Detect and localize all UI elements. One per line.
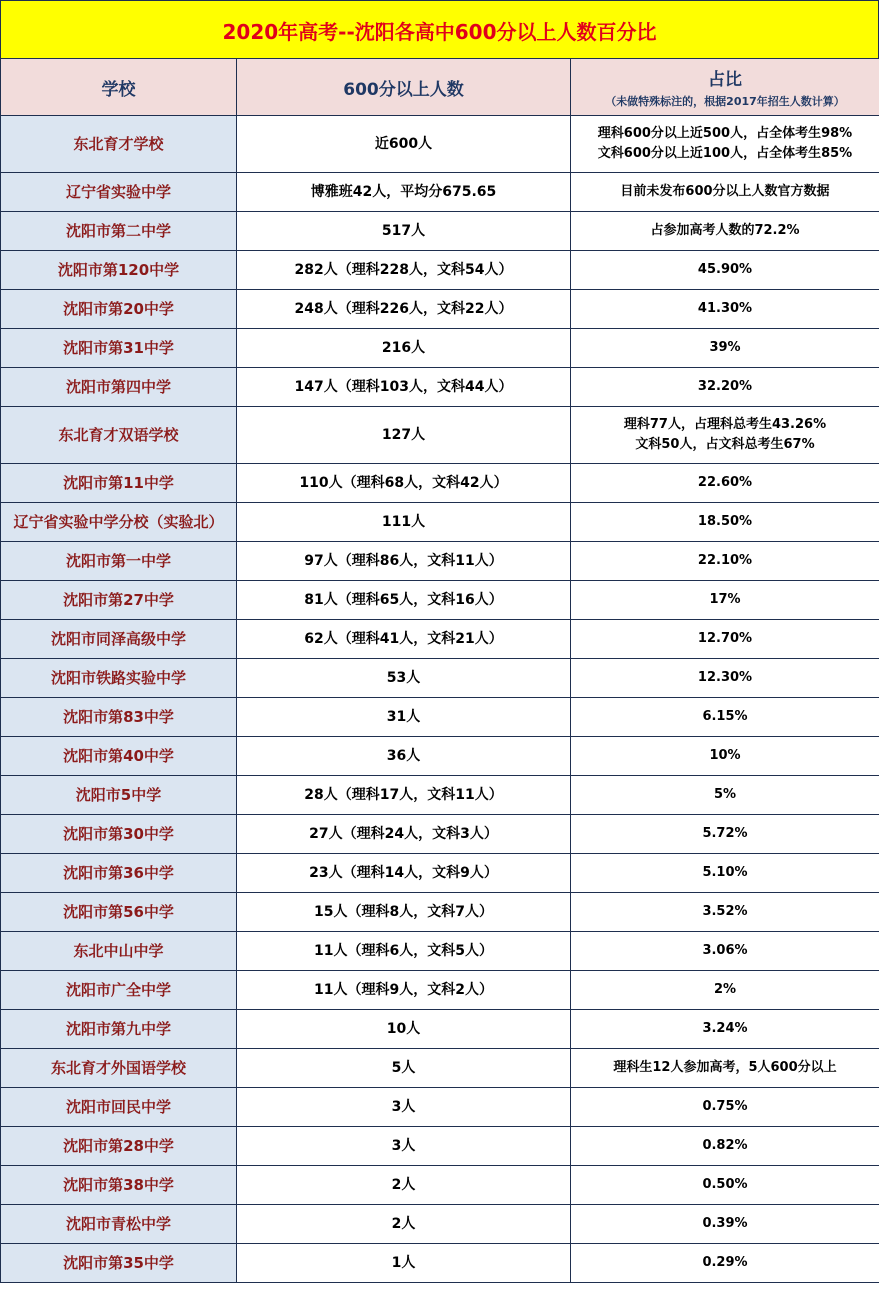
school-name-cell: 沈阳市第二中学 [1, 212, 237, 251]
count-cell: 1人 [237, 1244, 571, 1283]
ratio-line: 6.15% [702, 709, 748, 724]
table-row [1, 1010, 879, 1049]
school-name-cell: 东北中山中学 [1, 932, 237, 971]
count-cell: 27人（理科24人，文科3人） [237, 815, 571, 854]
school-name-cell: 沈阳市第11中学 [1, 464, 237, 503]
count-cell: 53人 [237, 659, 571, 698]
ratio-line: 22.10% [697, 553, 753, 568]
school-name-cell: 沈阳市第56中学 [1, 893, 237, 932]
ratio-cell [571, 1205, 879, 1244]
school-name-cell: 沈阳市第28中学 [1, 1127, 237, 1166]
ratio-cell [571, 251, 879, 290]
ratio-line: 32.20% [697, 379, 753, 394]
ratio-line-2: 文科50人，占文科总考生67% [635, 437, 815, 452]
table-row [1, 251, 879, 290]
table-row [1, 290, 879, 329]
ratio-line: 12.70% [697, 631, 753, 646]
ratio-cell [571, 212, 879, 251]
ratio-line: 5.72% [702, 826, 748, 841]
school-name-cell: 沈阳市第120中学 [1, 251, 237, 290]
school-name-cell: 沈阳市第30中学 [1, 815, 237, 854]
ratio-cell [571, 854, 879, 893]
school-name-cell: 沈阳市广全中学 [1, 971, 237, 1010]
table-row [1, 854, 879, 893]
count-cell: 97人（理科86人，文科11人） [237, 542, 571, 581]
ratio-line: 目前未发布600分以上人数官方数据 [620, 184, 830, 199]
school-name-cell: 辽宁省实验中学分校（实验北） [1, 503, 237, 542]
count-cell: 110人（理科68人，文科42人） [237, 464, 571, 503]
count-cell: 517人 [237, 212, 571, 251]
count-cell: 10人 [237, 1010, 571, 1049]
school-name-cell: 沈阳市同泽高级中学 [1, 620, 237, 659]
table-row [1, 659, 879, 698]
school-name-cell: 沈阳市第四中学 [1, 368, 237, 407]
school-name-cell: 沈阳市第35中学 [1, 1244, 237, 1283]
ratio-line: 41.30% [697, 301, 753, 316]
ratio-line: 理科600分以上近500人，占全体考生98% [597, 126, 853, 141]
ratio-cell [571, 542, 879, 581]
header-row [1, 59, 879, 116]
ratio-line: 0.29% [702, 1255, 748, 1270]
ratio-line: 理科77人，占理科总考生43.26% [623, 417, 827, 432]
ratio-line: 10% [709, 748, 741, 763]
school-name-cell: 沈阳市第一中学 [1, 542, 237, 581]
ratio-cell [571, 932, 879, 971]
count-cell: 31人 [237, 698, 571, 737]
table-row [1, 464, 879, 503]
ratio-line: 3.06% [702, 943, 748, 958]
count-cell: 近600人 [237, 116, 571, 173]
ratio-cell [571, 1049, 879, 1088]
count-cell: 36人 [237, 737, 571, 776]
school-name-cell: 沈阳市第九中学 [1, 1010, 237, 1049]
table-row [1, 1049, 879, 1088]
school-name-cell: 东北育才双语学校 [1, 407, 237, 464]
school-name-cell: 沈阳市铁路实验中学 [1, 659, 237, 698]
ratio-cell [571, 368, 879, 407]
school-name-cell: 沈阳市5中学 [1, 776, 237, 815]
table-row [1, 971, 879, 1010]
count-cell: 216人 [237, 329, 571, 368]
ratio-cell [571, 290, 879, 329]
ratio-cell [571, 659, 879, 698]
count-cell: 2人 [237, 1205, 571, 1244]
table-row [1, 815, 879, 854]
ratio-line: 0.75% [702, 1099, 748, 1114]
ratio-line-2: 文科600分以上近100人，占全体考生85% [597, 146, 853, 161]
ratio-line: 3.24% [702, 1021, 748, 1036]
count-cell: 3人 [237, 1127, 571, 1166]
ratio-line: 占参加高考人数的72.2% [650, 223, 800, 238]
count-cell: 62人（理科41人，文科21人） [237, 620, 571, 659]
table-row [1, 737, 879, 776]
ratio-line: 0.82% [702, 1138, 748, 1153]
ratio-line: 22.60% [697, 475, 753, 490]
ratio-line: 18.50% [697, 514, 753, 529]
header-ratio-note: （未做特殊标注的，根据2017年招生人数计算） [605, 95, 845, 108]
count-cell: 2人 [237, 1166, 571, 1205]
school-name-cell: 沈阳市回民中学 [1, 1088, 237, 1127]
count-cell: 127人 [237, 407, 571, 464]
school-table [0, 58, 879, 1283]
school-name-cell: 沈阳市第20中学 [1, 290, 237, 329]
ratio-line: 3.52% [702, 904, 748, 919]
count-cell: 248人（理科226人，文科22人） [237, 290, 571, 329]
ratio-line: 39% [709, 340, 741, 355]
table-row [1, 1244, 879, 1283]
count-cell: 147人（理科103人，文科44人） [237, 368, 571, 407]
ratio-cell [571, 464, 879, 503]
ratio-cell [571, 116, 879, 173]
ratio-cell [571, 776, 879, 815]
school-name-cell: 沈阳市第36中学 [1, 854, 237, 893]
ratio-cell [571, 1010, 879, 1049]
table-row [1, 893, 879, 932]
ratio-cell [571, 620, 879, 659]
count-cell: 282人（理科228人，文科54人） [237, 251, 571, 290]
school-name-cell: 沈阳市青松中学 [1, 1205, 237, 1244]
school-name-cell: 东北育才外国语学校 [1, 1049, 237, 1088]
ratio-cell [571, 1166, 879, 1205]
table-row [1, 581, 879, 620]
header-ratio [571, 59, 879, 116]
table-row [1, 212, 879, 251]
school-name-cell: 东北育才学校 [1, 116, 237, 173]
ratio-line: 17% [709, 592, 741, 607]
ratio-cell [571, 173, 879, 212]
ratio-line: 理科生12人参加高考，5人600分以上 [613, 1060, 837, 1075]
school-name-cell: 沈阳市第38中学 [1, 1166, 237, 1205]
table-row [1, 1166, 879, 1205]
ratio-cell [571, 815, 879, 854]
ratio-line: 0.39% [702, 1216, 748, 1231]
ratio-line: 5% [713, 787, 737, 802]
table-row [1, 407, 879, 464]
ratio-cell [571, 737, 879, 776]
ratio-cell [571, 698, 879, 737]
ratio-cell [571, 581, 879, 620]
table-row [1, 1088, 879, 1127]
ratio-line: 45.90% [697, 262, 753, 277]
table-row [1, 503, 879, 542]
ratio-line: 5.10% [702, 865, 748, 880]
ratio-cell [571, 1127, 879, 1166]
count-cell: 28人（理科17人，文科11人） [237, 776, 571, 815]
table-row [1, 329, 879, 368]
table-row [1, 368, 879, 407]
count-cell: 5人 [237, 1049, 571, 1088]
count-cell: 11人（理科9人，文科2人） [237, 971, 571, 1010]
header-count: 600分以上人数 [237, 59, 571, 116]
table-body [1, 116, 879, 1283]
table-row [1, 1127, 879, 1166]
count-cell: 81人（理科65人，文科16人） [237, 581, 571, 620]
table-row [1, 776, 879, 815]
count-cell: 博雅班42人，平均分675.65 [237, 173, 571, 212]
count-cell: 11人（理科6人，文科5人） [237, 932, 571, 971]
ratio-line: 0.50% [702, 1177, 748, 1192]
table-row [1, 116, 879, 173]
count-cell: 111人 [237, 503, 571, 542]
school-name-cell: 沈阳市第27中学 [1, 581, 237, 620]
ratio-line: 12.30% [697, 670, 753, 685]
ratio-cell [571, 971, 879, 1010]
ratio-cell [571, 1088, 879, 1127]
count-cell: 15人（理科8人，文科7人） [237, 893, 571, 932]
table-row [1, 542, 879, 581]
table-row [1, 1205, 879, 1244]
ratio-cell [571, 329, 879, 368]
ratio-cell [571, 893, 879, 932]
school-name-cell: 辽宁省实验中学 [1, 173, 237, 212]
school-name-cell: 沈阳市第31中学 [1, 329, 237, 368]
table-row [1, 620, 879, 659]
ratio-cell [571, 1244, 879, 1283]
ratio-cell [571, 503, 879, 542]
page-title: 2020年高考--沈阳各高中600分以上人数百分比 [0, 0, 879, 60]
header-ratio-label: 占比 [708, 70, 742, 90]
count-cell: 3人 [237, 1088, 571, 1127]
header-school: 学校 [1, 59, 237, 116]
ratio-cell [571, 407, 879, 464]
table-row [1, 698, 879, 737]
count-cell: 23人（理科14人，文科9人） [237, 854, 571, 893]
school-name-cell: 沈阳市第83中学 [1, 698, 237, 737]
table-row [1, 173, 879, 212]
school-name-cell: 沈阳市第40中学 [1, 737, 237, 776]
table-row [1, 932, 879, 971]
ratio-line: 2% [713, 982, 737, 997]
